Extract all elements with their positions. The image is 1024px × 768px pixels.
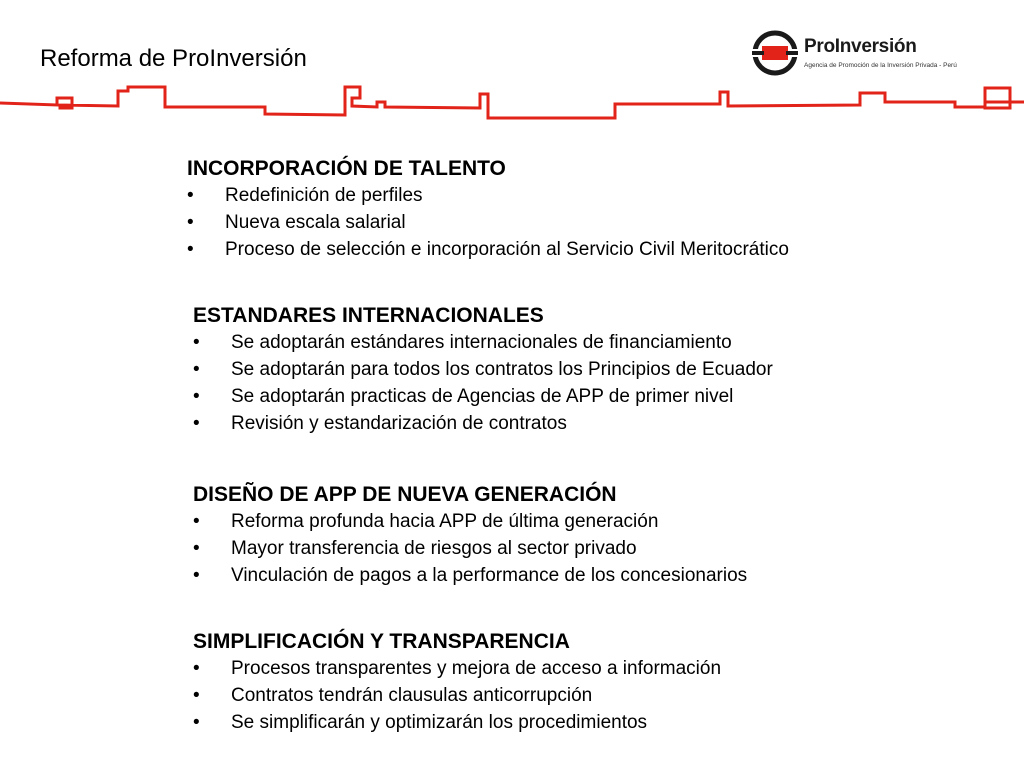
list-item-text: Mayor transferencia de riesgos al sector privado [231, 538, 637, 559]
skyline-decoration [0, 80, 1024, 130]
section-heading: DISEÑO DE APP DE NUEVA GENERACIÓN [193, 483, 617, 506]
section-heading: ESTANDARES INTERNACIONALES [193, 304, 544, 327]
bullet-list [193, 655, 721, 736]
bullet-icon: • [187, 212, 194, 233]
list-item [193, 655, 721, 682]
slide-title: Reforma de ProInversión [40, 45, 307, 72]
list-item-text: Revisión y estandarización de contratos [231, 413, 567, 434]
list-item [193, 562, 747, 589]
bullet-list [193, 508, 747, 589]
logo-name: ProInversión [804, 36, 917, 57]
list-item-text: Contratos tendrán clausulas anticorrupción [231, 685, 593, 706]
list-item-text: Se adoptarán estándares internacionales de financiamiento [231, 332, 732, 353]
section-estandares-internacionales [193, 302, 773, 437]
bullet-icon: • [193, 658, 200, 679]
bullet-icon: • [193, 332, 200, 353]
bullet-icon: • [187, 185, 194, 206]
list-item-text: Nueva escala salarial [225, 212, 406, 233]
bullet-icon: • [193, 565, 200, 586]
bullet-icon: • [193, 538, 200, 559]
list-item [193, 535, 747, 562]
proinversion-logo [752, 28, 962, 78]
list-item [193, 682, 721, 709]
list-item-text: Vinculación de pagos a la performance de los concesionarios [231, 565, 748, 586]
list-item [193, 410, 773, 437]
bullet-icon: • [193, 386, 200, 407]
bullet-list [193, 329, 773, 437]
bullet-icon: • [193, 359, 200, 380]
list-item-text: Se adoptarán para todos los contratos los Principios de Ecuador [231, 359, 773, 380]
list-item-text: Se adoptarán practicas de Agencias de APP de primer nivel [231, 386, 734, 407]
list-item [193, 508, 747, 535]
bullet-list [187, 182, 789, 263]
section-heading: INCORPORACIÓN DE TALENTO [187, 157, 506, 180]
logo-tagline: Agencia de Promoción de la Inversión Privada - Perú [804, 62, 957, 69]
list-item [193, 709, 721, 736]
list-item-text: Reforma profunda hacia APP de última generación [231, 511, 659, 532]
list-item-text: Procesos transparentes y mejora de acceso a información [231, 658, 722, 679]
bullet-icon: • [193, 413, 200, 434]
section-diseno-app [193, 481, 747, 589]
proinversion-logo-icon [752, 30, 798, 76]
list-item [193, 356, 773, 383]
bullet-icon: • [193, 511, 200, 532]
list-item-text: Proceso de selección e incorporación al Servicio Civil Meritocrático [225, 239, 789, 260]
list-item [193, 329, 773, 356]
list-item [187, 182, 789, 209]
bullet-icon: • [193, 712, 200, 733]
section-heading: SIMPLIFICACIÓN Y TRANSPARENCIA [193, 630, 570, 653]
list-item [187, 209, 789, 236]
list-item-text: Se simplificarán y optimizarán los procedimientos [231, 712, 648, 733]
list-item-text: Redefinición de perfiles [225, 185, 423, 206]
list-item [193, 383, 773, 410]
list-item [187, 236, 789, 263]
bullet-icon: • [187, 239, 194, 260]
section-simplificacion-transparencia [193, 628, 721, 736]
bullet-icon: • [193, 685, 200, 706]
section-incorporacion-talento [187, 155, 789, 263]
